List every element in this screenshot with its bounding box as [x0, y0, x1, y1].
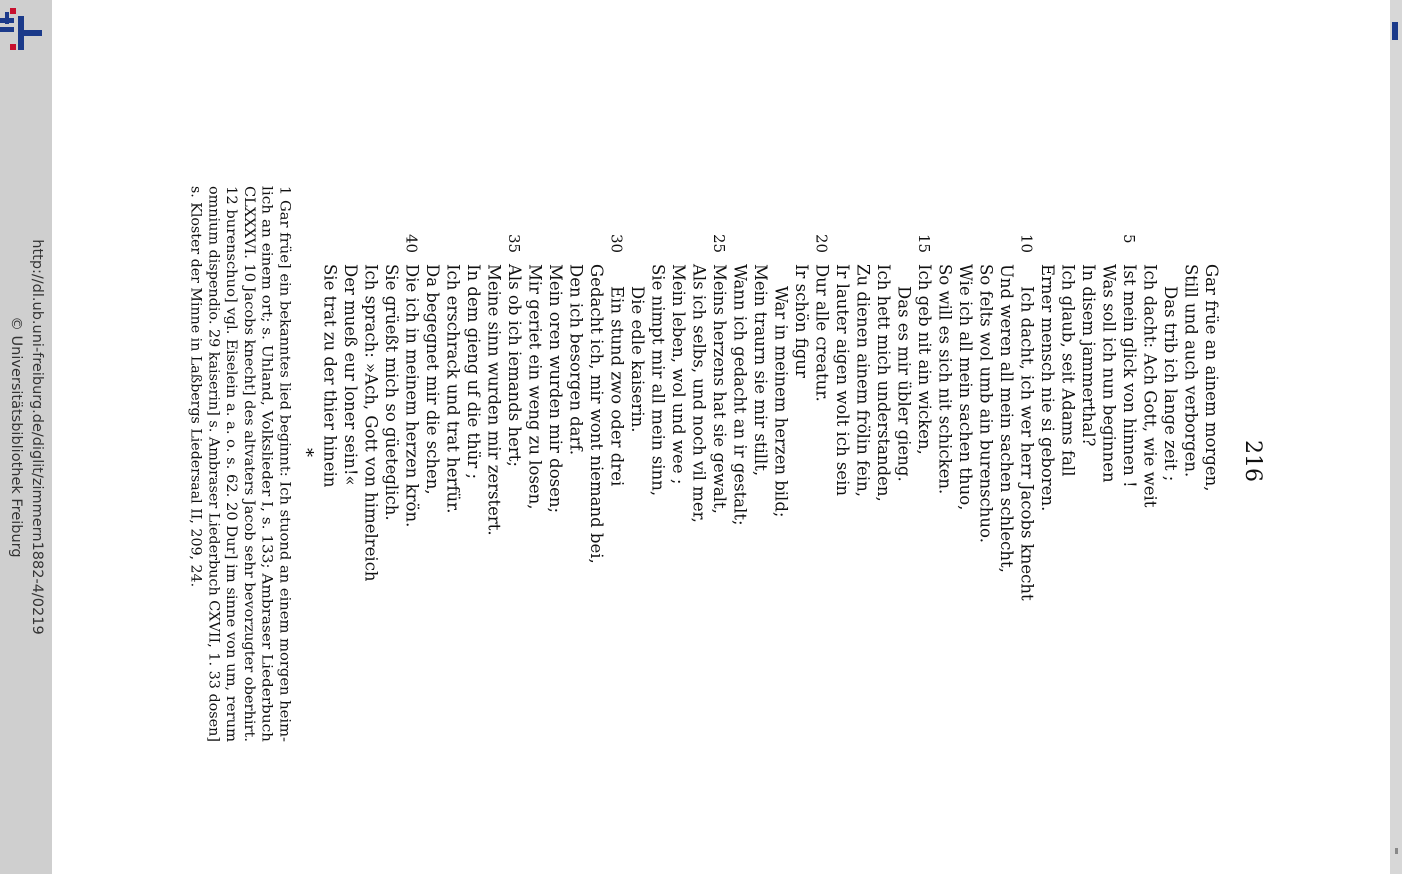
verse-line: Mir geriet ein weng zu losen,: [525, 264, 545, 510]
verse-line: Ir schön figur: [792, 264, 811, 378]
verse-line: Ich glaub, seit Adams fall: [1058, 264, 1078, 477]
copyright-notice: © Universitätsbibliothek Freiburg: [8, 316, 24, 558]
verse-line: Ich hett mich understanden,: [874, 264, 893, 502]
line-number: 15: [915, 234, 933, 254]
footnote-line: 12 burenschuo] vgl. Eiselein a. a. o. s. 62. 20 Dur] im sinne von um, rerum: [223, 186, 240, 723]
verse-line: Mein traurn sie mir stillt,: [751, 264, 770, 477]
verse-line: Gedacht ich, mir wont niemand bei,: [587, 264, 606, 564]
verse-line: Die edle kaiserin.: [628, 286, 647, 433]
verse-line: Mein oren wurden mir dosen;: [546, 264, 565, 514]
verse-line: Sie grüeßt mich so güeteglich.: [382, 264, 401, 521]
verse-line: Ich sprach: »Ach, Gott von himelreich: [361, 264, 381, 582]
page-number: 216: [1240, 440, 1265, 482]
verse-line: In dem gieng uf die thür ;: [464, 264, 483, 480]
verse-line: Gar früe an ainem morgen,: [1202, 264, 1221, 492]
verse-line: Den ich besorgen darf.: [566, 264, 586, 456]
footnote-line: 1 Gar früe] ein bekanntes lied beginnt: Ich stuond an einem morgen heim-: [276, 186, 293, 723]
line-number: 20: [812, 234, 831, 254]
verse-line: Still und auch verborgen.: [1181, 264, 1201, 478]
line-number: 30: [607, 234, 626, 254]
verse-line: Was soll ich nun beginnen: [1099, 264, 1119, 483]
verse-line: Sie nimpt mir all mein sinn,: [648, 264, 668, 497]
verse-line: In disem jammerthal?: [1079, 264, 1098, 447]
verse-line: Dur alle creatur.: [812, 264, 832, 402]
footnote-line: CLXXXVI. 10 Jacobs knecht] des altvaters Jacob sehr bevorzugter oberhirt.: [240, 186, 257, 728]
verse-line: Ich geb nit ain wicken,: [915, 264, 934, 455]
permalink-link[interactable]: http://dl.ub.uni-freiburg.de/diglit/zimmern1882-4/0219: [29, 239, 45, 635]
verse-line: Ich erschrack und trat herfür.: [443, 264, 463, 514]
verse-line: So will es sich nit schicken.: [935, 264, 955, 495]
verse-line: Meine sinn wurden mir zerstert.: [484, 264, 504, 536]
line-number: 10: [1017, 234, 1036, 254]
verse-line: Wie ich all mein sachen thuo,: [956, 264, 975, 511]
verse-line: War in meinem herzen bild;: [771, 286, 791, 518]
verse-line: Ir lauter aigen wolt ich sein: [833, 264, 852, 496]
verse-line: Und weren all mein sachen schlecht,: [997, 264, 1016, 573]
verse-line: Der mueß eur loner sein!«: [341, 264, 360, 486]
verse-line: Als ob ich iemands hert;: [505, 264, 524, 467]
verse-line: Das trib ich lange zeit ;: [1161, 286, 1180, 482]
verse-line: Meins herzens hat sie gewalt,: [710, 264, 729, 514]
footnote-line: s. Kloster der Minne in Laßbergs Liedersaal II, 209, 24.: [187, 186, 204, 588]
line-number: 25: [710, 234, 728, 254]
verse-line: Ist mein glick von hinnen !: [1120, 264, 1139, 488]
verse-line: Sie trat zu der thier hinein: [320, 264, 340, 488]
verse-line: Zu dienen ainem frölin fein,: [853, 264, 873, 497]
verse-line: Da begegnet mir die schen,: [423, 264, 442, 495]
section-divider: *: [295, 448, 317, 457]
footnote-line: lich an einem ort; s. Uhland, Volkslieder I, s. 133; Ambraser Liederbuch: [258, 186, 275, 704]
verse-line: Mein leben, wol und wee ;: [669, 264, 688, 485]
verse-line: So felts wol umb ain burenschuo.: [976, 264, 996, 543]
line-number: 40: [402, 234, 421, 254]
line-number: 35: [505, 234, 523, 254]
verse-line: Als ich selbs, und noch vil mer,: [689, 264, 709, 523]
verse-line: Ich dacht: Ach Gott, wie weit: [1140, 264, 1160, 508]
verse-line: Ein stund zwo oder drei: [607, 286, 627, 487]
line-number: 5: [1120, 234, 1138, 244]
verse-line: Erner mensch nie si geboren.: [1038, 264, 1057, 512]
verse-line: Ich dacht, ich wer herr Jacobs knecht: [1017, 286, 1037, 601]
verse-line: Die ich in meinem herzen krön.: [402, 264, 422, 528]
footnote-line: omnium dispendio. 29 kaiserin] s. Ambraser Liederbuch CXVII, 1. 33 dosen]: [205, 186, 222, 736]
verse-line: Das es mir übler gieng.: [894, 286, 914, 482]
verse-line: Wann ich gedacht an ir gestalt;: [730, 264, 750, 526]
